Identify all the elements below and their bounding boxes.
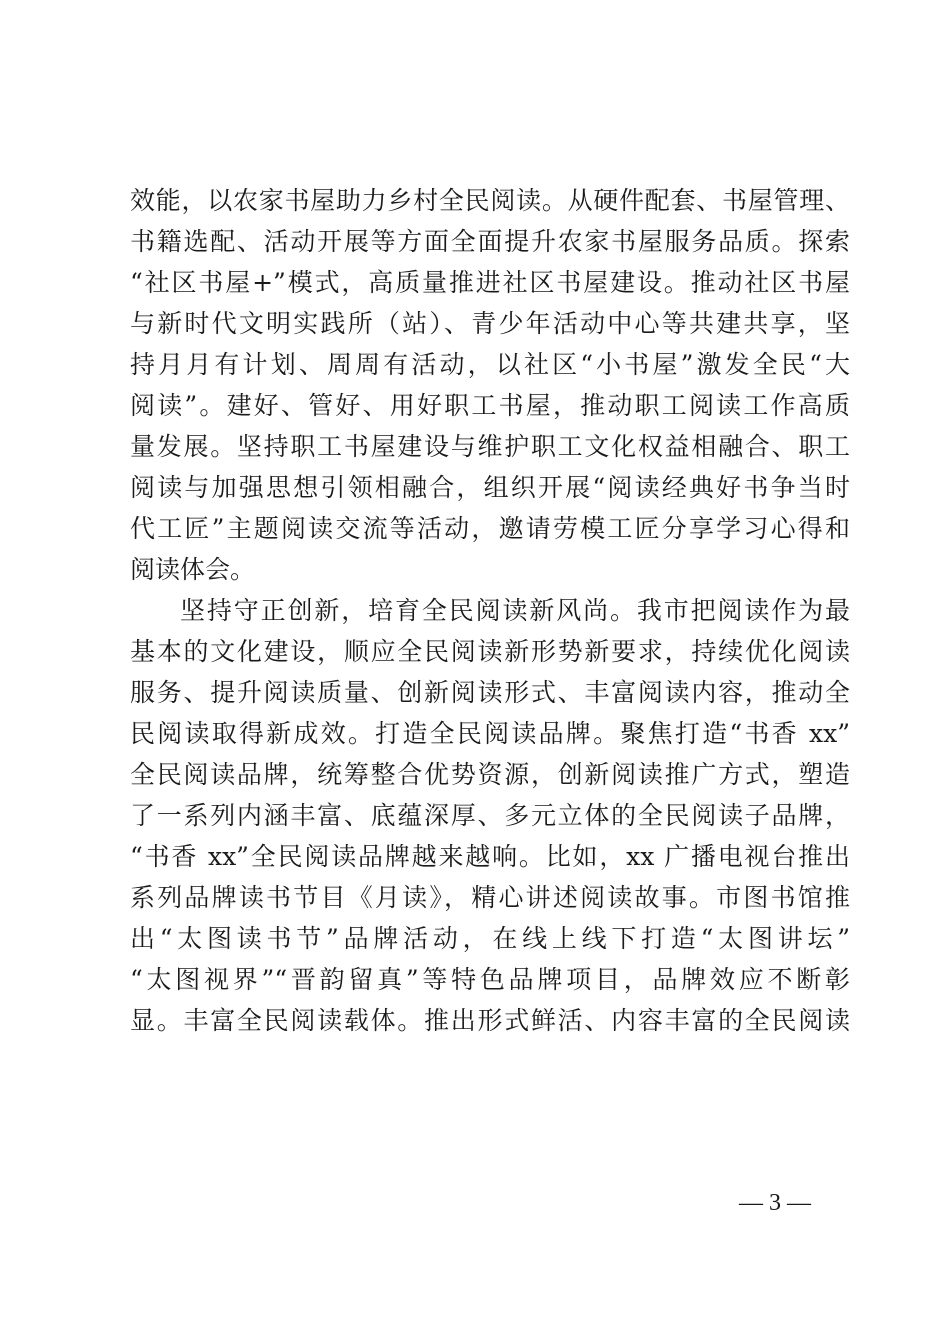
text-line: 阅读体会。 <box>130 555 256 584</box>
text-line: 出“太图读书节”品牌活动，在线上线下打造“太图讲坛” <box>130 924 850 953</box>
text-line: “书香 xx”全民阅读品牌越来越响。比如，xx 广播电视台推出 <box>130 842 850 871</box>
paragraph <box>130 180 850 590</box>
text-line: 代工匠”主题阅读交流等活动，邀请劳模工匠分享学习心得和 <box>130 514 850 543</box>
document-body <box>130 180 850 1041</box>
text-line: 坚持守正创新，培育全民阅读新风尚。我市把阅读作为最 <box>180 596 850 625</box>
text-line: 显。丰富全民阅读载体。推出形式鲜活、内容丰富的全民阅读 <box>130 1006 850 1035</box>
text-line: 效能，以农家书屋助力乡村全民阅读。从硬件配套、书屋管理、 <box>130 186 850 215</box>
text-line: 服务、提升阅读质量、创新阅读形式、丰富阅读内容，推动全 <box>130 678 850 707</box>
text-line: 了一系列内涵丰富、底蕴深厚、多元立体的全民阅读子品牌， <box>130 801 850 830</box>
text-line: 全民阅读品牌，统筹整合优势资源，创新阅读推广方式，塑造 <box>130 760 850 789</box>
text-line: “社区书屋+”模式，高质量推进社区书屋建设。推动社区书屋 <box>130 268 850 297</box>
text-line: “太图视界”“晋韵留真”等特色品牌项目，品牌效应不断彰 <box>130 965 850 994</box>
text-line: 基本的文化建设，顺应全民阅读新形势新要求，持续优化阅读 <box>130 637 850 666</box>
page-number: — 3 — <box>739 1190 811 1216</box>
text-line: 阅读与加强思想引领相融合，组织开展“阅读经典好书争当时 <box>130 473 850 502</box>
text-line: 民阅读取得新成效。打造全民阅读品牌。聚焦打造“书香 xx” <box>130 719 850 748</box>
text-line: 阅读”。建好、管好、用好职工书屋，推动职工阅读工作高质 <box>130 391 850 420</box>
text-line: 书籍选配、活动开展等方面全面提升农家书屋服务品质。探索 <box>130 227 850 256</box>
text-line: 持月月有计划、周周有活动，以社区“小书屋”激发全民“大 <box>130 350 850 379</box>
text-line: 与新时代文明实践所（站）、青少年活动中心等共建共享，坚 <box>130 309 850 338</box>
text-line: 量发展。坚持职工书屋建设与维护职工文化权益相融合、职工 <box>130 432 850 461</box>
text-line: 系列品牌读书节目《月读》，精心讲述阅读故事。市图书馆推 <box>130 883 850 912</box>
paragraph <box>130 590 850 1041</box>
